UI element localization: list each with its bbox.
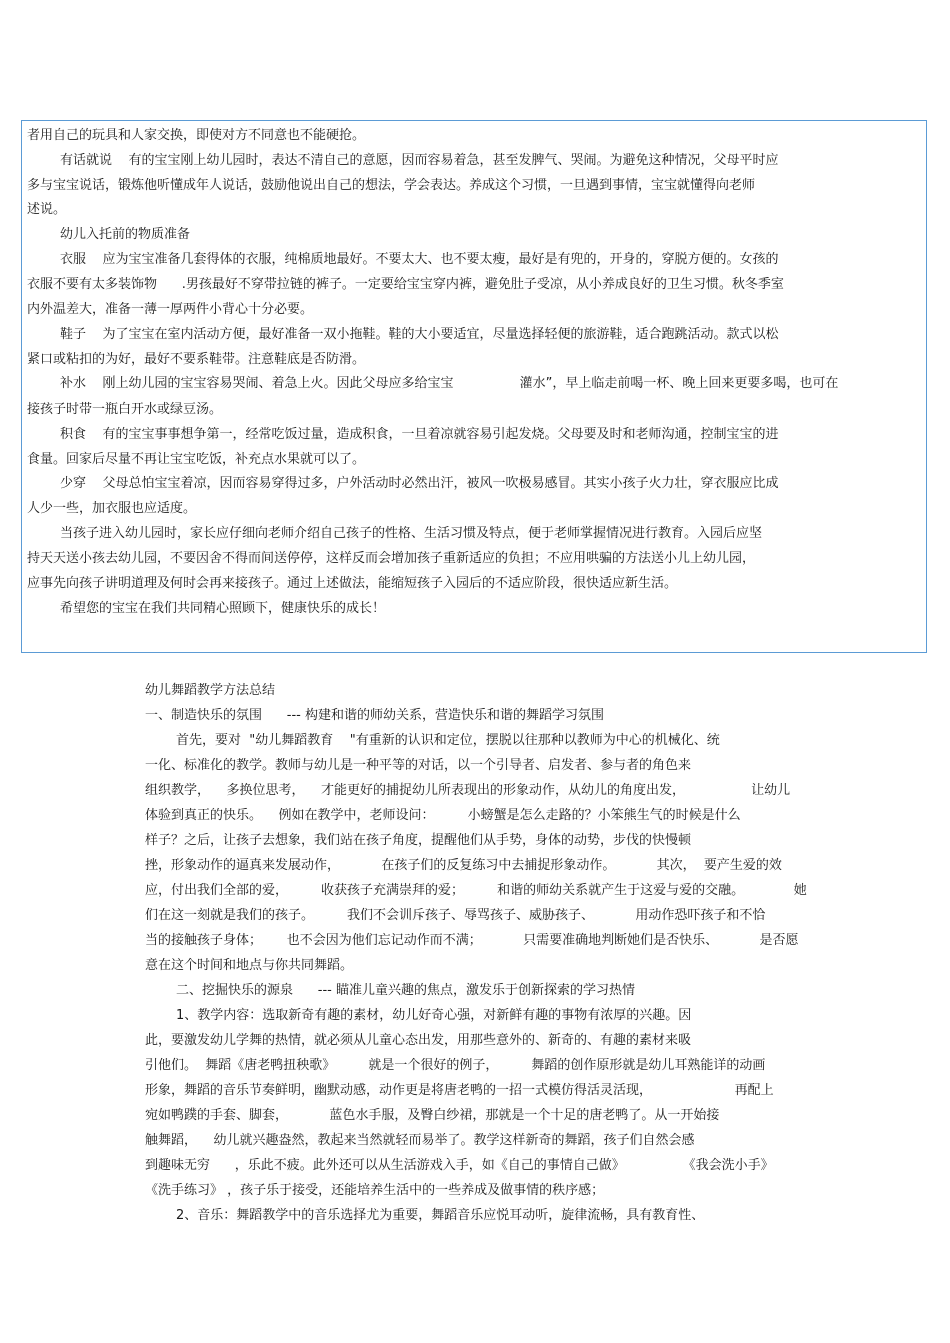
article-line: 们在这一刻就是我们的孩子。 我们不会训斥孩子、辱骂孩子、威胁孩子、 用动作恐吓孩子和不恰: [145, 908, 766, 923]
article-line: 触舞蹈， 幼儿就兴趣盎然，教起来当然就轻而易举了。教学这样新奇的舞蹈，孩子们自然会感: [145, 1133, 695, 1148]
box-line: 少穿 父母总怕宝宝着凉，因而容易穿得过多，户外活动时必然出汗，被风一吹极易感冒。其实小孩子火力壮，穿衣服应比成: [60, 476, 779, 491]
box-line: 接孩子时带一瓶白开水或绿豆汤。: [27, 402, 223, 417]
box-line: 补水 刚上幼儿园的宝宝容易哭闹、着急上火。因此父母应多给宝宝 灌水”，早上临走前喝一杯、晚上回来更要多喝，也可在: [60, 376, 839, 391]
article-line: 1、教学内容：选取新奇有趣的素材，幼儿好奇心强，对新鲜有趣的事物有浓厚的兴趣。因: [176, 1008, 692, 1023]
article-line: 首先，要对 "幼儿舞蹈教育 "有重新的认识和定位，摆脱以往那种以教师为中心的机械化、统: [176, 733, 720, 748]
box-line: 应事先向孩子讲明道理及何时会再来接孩子。通过上述做法，能缩短孩子入园后的不适应阶段，很快适应新生活。: [27, 576, 678, 591]
article-line: 宛如鸭蹼的手套、脚套， 蓝色水手服，及臀白纱裙，那就是一个十足的唐老鸭了。从一开始接: [145, 1108, 720, 1123]
box-line: 积食 有的宝宝事事想争第一，经常吃饭过量，造成积食，一旦着凉就容易引起发烧。父母要及时和老师沟通，控制宝宝的进: [60, 427, 779, 442]
box-line: 鞋子 为了宝宝在室内活动方便，最好准备一双小拖鞋。鞋的大小要适宜，尽量选择轻便的旅游鞋，适合跑跳活动。款式以松: [60, 327, 779, 342]
box-line: 述说。: [27, 202, 67, 217]
box-line: 持天天送小孩去幼儿园，不要因舍不得而间送停停，这样反而会增加孩子重新适应的负担；不应用哄骗的方法送小儿上幼儿园，: [27, 551, 756, 566]
box-line: 当孩子进入幼儿园时，家长应仔细向老师介绍自己孩子的性格、生活习惯及特点，便于老师掌握情况进行教育。入园后应坚: [60, 526, 763, 541]
box-line: 有话就说 有的宝宝刚上幼儿园时，表达不清自己的意愿，因而容易着急，甚至发脾气、哭闹。为避免这种情况，父母平时应: [60, 153, 779, 168]
article-line: 组织教学， 多换位思考， 才能更好的捕捉幼儿所表现出的形象动作，从幼儿的角度出发， 让幼儿: [145, 783, 791, 798]
article-line: 一化、标准化的教学。教师与幼儿是一种平等的对话，以一个引导者、启发者、参与者的角色来: [145, 758, 692, 773]
article-line: 形象，舞蹈的音乐节奏鲜明，幽默动感，动作更是将唐老鸭的一招一式模仿得活灵活现， 再配上: [145, 1083, 774, 1098]
box-line: 人少一些，加衣服也应适度。: [27, 501, 197, 516]
article-line: 体验到真正的快乐。 例如在教学中，老师设问： 小螃蟹是怎么走路的？小笨熊生气的时候是什么: [145, 808, 741, 823]
article-line: 应，付出我们全部的爱， 收获孩子充满崇拜的爱； 和谐的师幼关系就产生于这爱与爱的交融。 她: [145, 883, 807, 898]
article-line: 到趣味无穷 ，乐此不疲。此外还可以从生活游戏入手，如《自己的事情自己做》 《我会洗小手》: [145, 1158, 774, 1173]
article-title: 幼儿舞蹈教学方法总结: [145, 683, 276, 698]
box-line: 内外温差大，准备一薄一厚两件小背心十分必要。: [27, 302, 314, 317]
article-line: 当的接触孩子身体； 也不会因为他们忘记动作而不满； 只需要准确地判断她们是否快乐、 是否愿: [145, 933, 799, 948]
box-line: 希望您的宝宝在我们共同精心照顾下，健康快乐的成长！: [60, 601, 386, 616]
article-line: 样子？之后，让孩子去想象，我们站在孩子角度，提醒他们从手势，身体的动势，步伐的快慢顿: [145, 833, 692, 848]
article-line: 2、音乐：舞蹈教学中的音乐选择尤为重要，舞蹈音乐应悦耳动听，旋律流畅，具有教育性、: [176, 1208, 705, 1223]
box-line: 多与宝宝说话，锻炼他听懂成年人说话，鼓励他说出自己的想法，学会表达。养成这个习惯，一旦遇到事情，宝宝就懂得向老师: [27, 178, 756, 193]
article-line: 此，要激发幼儿学舞的热情，就必须从儿童心态出发，用那些意外的、新奇的、有趣的素材来吸: [145, 1033, 692, 1048]
article-line: 意在这个时间和地点与你共同舞蹈。: [145, 958, 354, 973]
article-line: 《洗手练习》 ，孩子乐于接受，还能培养生活中的一些养成及做事情的秩序感；: [145, 1183, 605, 1198]
box-line: 衣服不要有太多装饰物 .男孩最好不穿带拉链的裤子。一定要给宝宝穿内裤，避免肚子受凉，从小养成良好的卫生习惯。秋冬季室: [27, 277, 784, 292]
box-line: 者用自己的玩具和人家交换，即使对方不同意也不能硬抢。: [27, 128, 366, 143]
section-heading: 二、挖掘快乐的源泉 --- 瞄准儿童兴趣的焦点，激发乐于创新探索的学习热情: [176, 983, 635, 998]
article-line: 引他们。 舞蹈《唐老鸭扭秧歌》 就是一个很好的例子， 舞蹈的创作原形就是幼儿耳熟能详的动画: [145, 1058, 766, 1073]
article-line: 挫，形象动作的逼真来发展动作， 在孩子们的反复练习中去捕捉形象动作。 其次， 要产生爱的效: [145, 858, 782, 873]
box-line: 衣服 应为宝宝准备几套得体的衣服，纯棉质地最好。不要太大、也不要太瘦，最好是有兜的，开身的，穿脱方便的。女孩的: [60, 252, 779, 267]
box-line: 食量。回家后尽量不再让宝宝吃饭，补充点水果就可以了。: [27, 452, 366, 467]
section-heading: 一、制造快乐的氛围 --- 构建和谐的师幼关系，营造快乐和谐的舞蹈学习氛围: [145, 708, 604, 723]
box-line: 紧口或粘扣的为好，最好不要系鞋带。注意鞋底是否防滑。: [27, 352, 366, 367]
box-heading: 幼儿入托前的物质准备: [60, 227, 191, 242]
